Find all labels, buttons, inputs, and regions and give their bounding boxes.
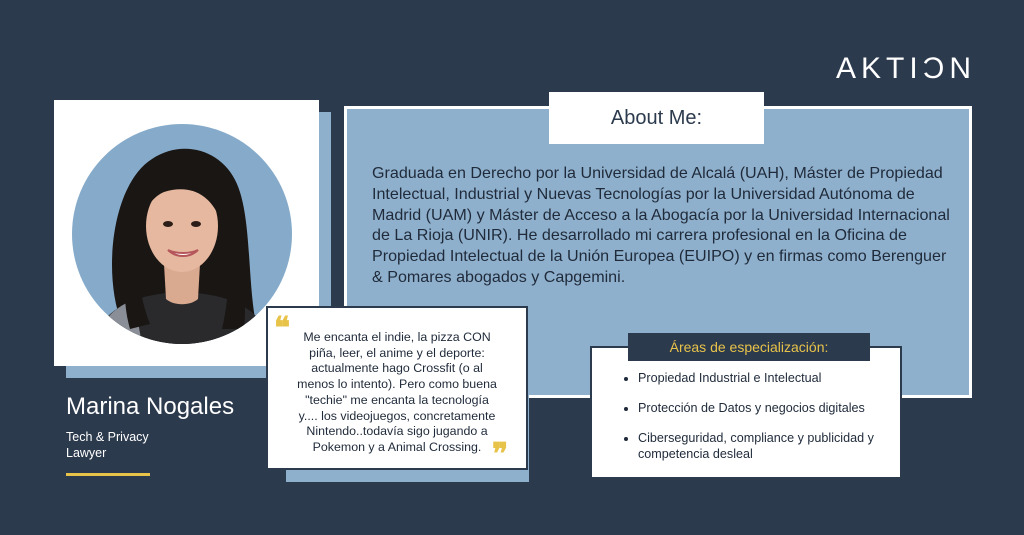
profile-photo — [72, 124, 292, 344]
about-text: Graduada en Derecho por la Universidad de Alcalá (UAH), Máster de Propiedad Intelectual, Industrial y Nuevas Tecnologías por la Universidad Autónoma de Madrid (UAM) y Máster de Acceso a la Abogacía por la Universidad Internacional de La Rioja (UNIR). He desarrollado mi carrera profesional en la Oficina de Propiedad Intelectual de la Unión Europea (EUIPO) y en firmas como Berenguer & Pomares abogados y Capgemini. — [372, 164, 950, 286]
aktion-logo: AKTIϽN — [836, 52, 977, 85]
list-item: • Protección de Datos y negocios digitales — [638, 400, 918, 416]
name-underline — [66, 473, 150, 476]
about-title: About Me: — [549, 92, 764, 144]
close-quote-icon: ❞ — [492, 437, 509, 472]
profile-name: Marina Nogales — [66, 393, 235, 420]
list-item: • Propiedad Industrial e Intelectual — [638, 370, 918, 386]
quote-text: Me encanta el indie, la pizza CON piña, leer, el anime y el deporte: actualmente hago Crossfit (o al menos lo intento). Pero como buena "techie" me encanta la tecnología y.... los videojuegos, concretamente Nintendo..todavía sigo jugando a Pokemon y a Animal Crossing. — [297, 330, 497, 454]
areas-title: Áreas de especialización: — [628, 333, 870, 361]
portrait-illustration — [72, 124, 292, 344]
areas-list — [612, 370, 918, 476]
list-item: • Ciberseguridad, compliance y publicidad y competencia desleal — [638, 430, 918, 462]
profile-role: Tech & Privacy Lawyer — [66, 430, 149, 460]
open-quote-icon: ❝ — [274, 311, 291, 346]
